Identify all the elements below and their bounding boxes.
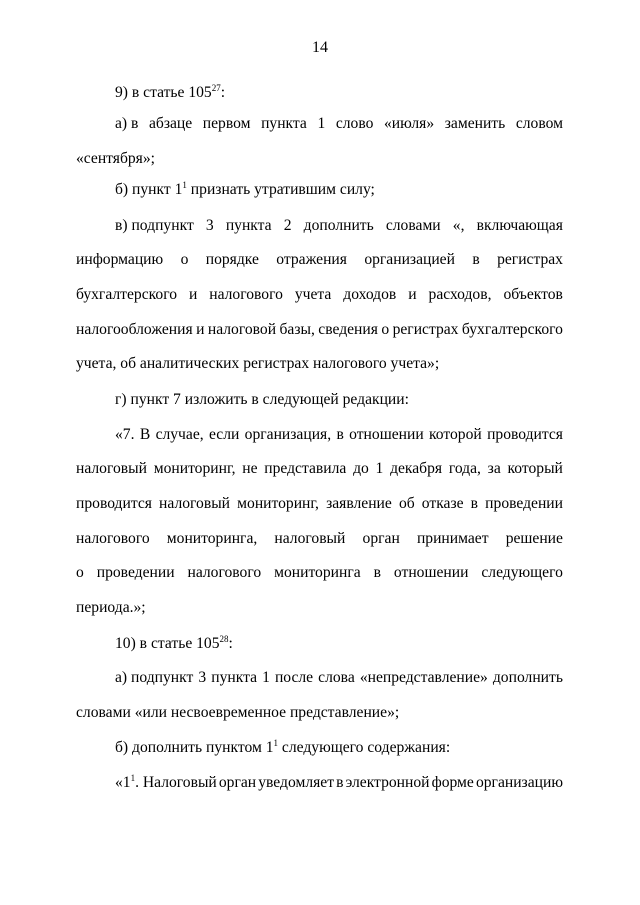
text-line [76, 459, 563, 479]
line-text: 10) в статье 105 [115, 635, 220, 652]
word: отношении [349, 426, 424, 443]
text-line [76, 529, 563, 549]
line-text-tail: : [220, 84, 226, 101]
word: объектов [503, 286, 563, 303]
word: организация, [244, 426, 332, 443]
word: принимает [416, 530, 489, 547]
word: отражения [276, 251, 347, 268]
word: заявление [326, 495, 392, 512]
text-line [115, 634, 563, 654]
word: если [208, 426, 240, 443]
word: информацию [76, 251, 164, 268]
word: не [242, 460, 258, 477]
word: за [487, 460, 501, 477]
word: о [180, 251, 189, 268]
word: в [470, 495, 479, 512]
word: мониторинга, [166, 530, 258, 547]
word: в [336, 426, 344, 443]
word: организацией [364, 251, 455, 268]
word: представила [264, 460, 347, 477]
word: 1 [375, 460, 384, 477]
word: 2 [283, 217, 292, 234]
word: первом [202, 115, 251, 132]
superscript: 27 [211, 83, 221, 93]
word: налоговый [159, 495, 231, 512]
text-line [115, 216, 563, 236]
word: года, [448, 460, 481, 477]
line-text-tail: : [228, 635, 233, 652]
word: налоговый [76, 460, 147, 477]
line-text: «сентября»; [76, 150, 155, 167]
text-line [115, 83, 563, 103]
word: дополнить [303, 217, 374, 234]
word: регистрах [497, 251, 563, 268]
word: базы, [279, 321, 315, 338]
line-text: б) дополнить пунктом 1 [115, 739, 274, 756]
word: налогового [209, 286, 283, 303]
text-line [76, 703, 563, 723]
word: 3 [205, 217, 214, 234]
word: «, [452, 217, 465, 234]
word: расходов, [428, 286, 492, 303]
word: в [373, 564, 381, 581]
word: налоговой [207, 321, 277, 338]
word: налогового [187, 564, 262, 581]
word: пункта [261, 115, 307, 132]
word: бухгалтерского [461, 321, 563, 338]
line-text: г) пункт 7 изложить в следующей редакции: [115, 391, 409, 408]
word: проводится [487, 426, 563, 443]
text-line [115, 738, 563, 758]
word: до [353, 460, 369, 477]
word: 3 [198, 669, 207, 686]
word: порядке [205, 251, 259, 268]
word: орган [218, 774, 257, 791]
superscript: 1 [273, 738, 279, 748]
superscript: 1 [182, 180, 187, 190]
text-line [76, 320, 563, 340]
line-text-tail: признать утратившим силу; [186, 181, 375, 198]
word: В [139, 426, 151, 443]
line-text: учета, об аналитических регистрах налогового учета»; [76, 355, 440, 372]
line-text: б) пункт 1 [115, 181, 183, 198]
word: пункта [225, 217, 272, 234]
line-text-tail: следующего содержания: [278, 739, 451, 756]
page-number: 14 [312, 39, 328, 56]
word: бухгалтерского [76, 286, 178, 303]
word: орган [362, 530, 400, 547]
text-line [76, 563, 563, 583]
word: пункта [211, 669, 258, 686]
text-line [76, 354, 563, 374]
word: об [398, 495, 415, 512]
text-line [76, 494, 563, 514]
word: абзаце [148, 115, 193, 132]
superscript: 1 [130, 773, 136, 783]
word: следующего [481, 564, 563, 581]
superscript: 28 [219, 634, 229, 644]
text-line [76, 598, 563, 618]
text-line [76, 250, 563, 270]
word: заменить [444, 115, 506, 132]
word: решение [505, 530, 563, 547]
line-text: периода.»; [76, 599, 146, 616]
word: сведения [318, 321, 378, 338]
word: слова [318, 669, 355, 686]
word: уведомляет [258, 774, 335, 791]
word: проведении [96, 564, 175, 581]
word: 1 [317, 115, 326, 132]
text-line [115, 114, 563, 134]
word: о [76, 564, 84, 581]
word: «июля» [384, 115, 435, 132]
word: учета [294, 286, 332, 303]
word: отказе [421, 495, 464, 512]
word: а) в [115, 115, 139, 132]
word: электронной [345, 774, 430, 791]
word: а) подпункт [115, 669, 194, 686]
word: 1 [262, 669, 270, 686]
text-line [115, 773, 563, 793]
line-text: словами «или несвоевременное представление»; [76, 704, 400, 721]
word: которой [429, 426, 482, 443]
text-line [115, 668, 563, 688]
word: регистрах [392, 321, 459, 338]
word: декабря [390, 460, 443, 477]
word: словом [515, 115, 563, 132]
word: налогообложения [76, 321, 193, 338]
word: и [408, 286, 417, 303]
word: «$1^1$. Налоговый [115, 773, 217, 791]
line-text: 9) в статье 105 [115, 84, 212, 101]
text-line [76, 285, 563, 305]
word: налогового [76, 530, 150, 547]
word: в [472, 251, 480, 268]
text-line [115, 180, 563, 200]
word: дополнить [492, 669, 563, 686]
word: проведении [485, 495, 563, 512]
word: мониторинга [274, 564, 361, 581]
word: словами [385, 217, 441, 234]
word: случае, [155, 426, 204, 443]
word: форме [431, 774, 474, 791]
word: организацию [475, 774, 563, 791]
word: доходов [343, 286, 397, 303]
word: проводится [76, 495, 152, 512]
word: «непредставление» [359, 669, 488, 686]
word: мониторинг, [153, 460, 236, 477]
word: отношении [393, 564, 469, 581]
word: налоговый [274, 530, 346, 547]
word: и [196, 321, 205, 338]
word: о [381, 321, 390, 338]
text-line [115, 425, 563, 445]
word: в) подпункт [115, 217, 194, 234]
word: мониторинг, [237, 495, 319, 512]
word: включающая [476, 217, 563, 234]
text-line [115, 390, 563, 410]
text-line [76, 149, 563, 169]
word: слово [335, 115, 374, 132]
word: который [507, 460, 563, 477]
word: в [336, 774, 344, 791]
word: «7. [115, 426, 135, 443]
word: и [188, 286, 198, 303]
word: после [274, 669, 314, 686]
